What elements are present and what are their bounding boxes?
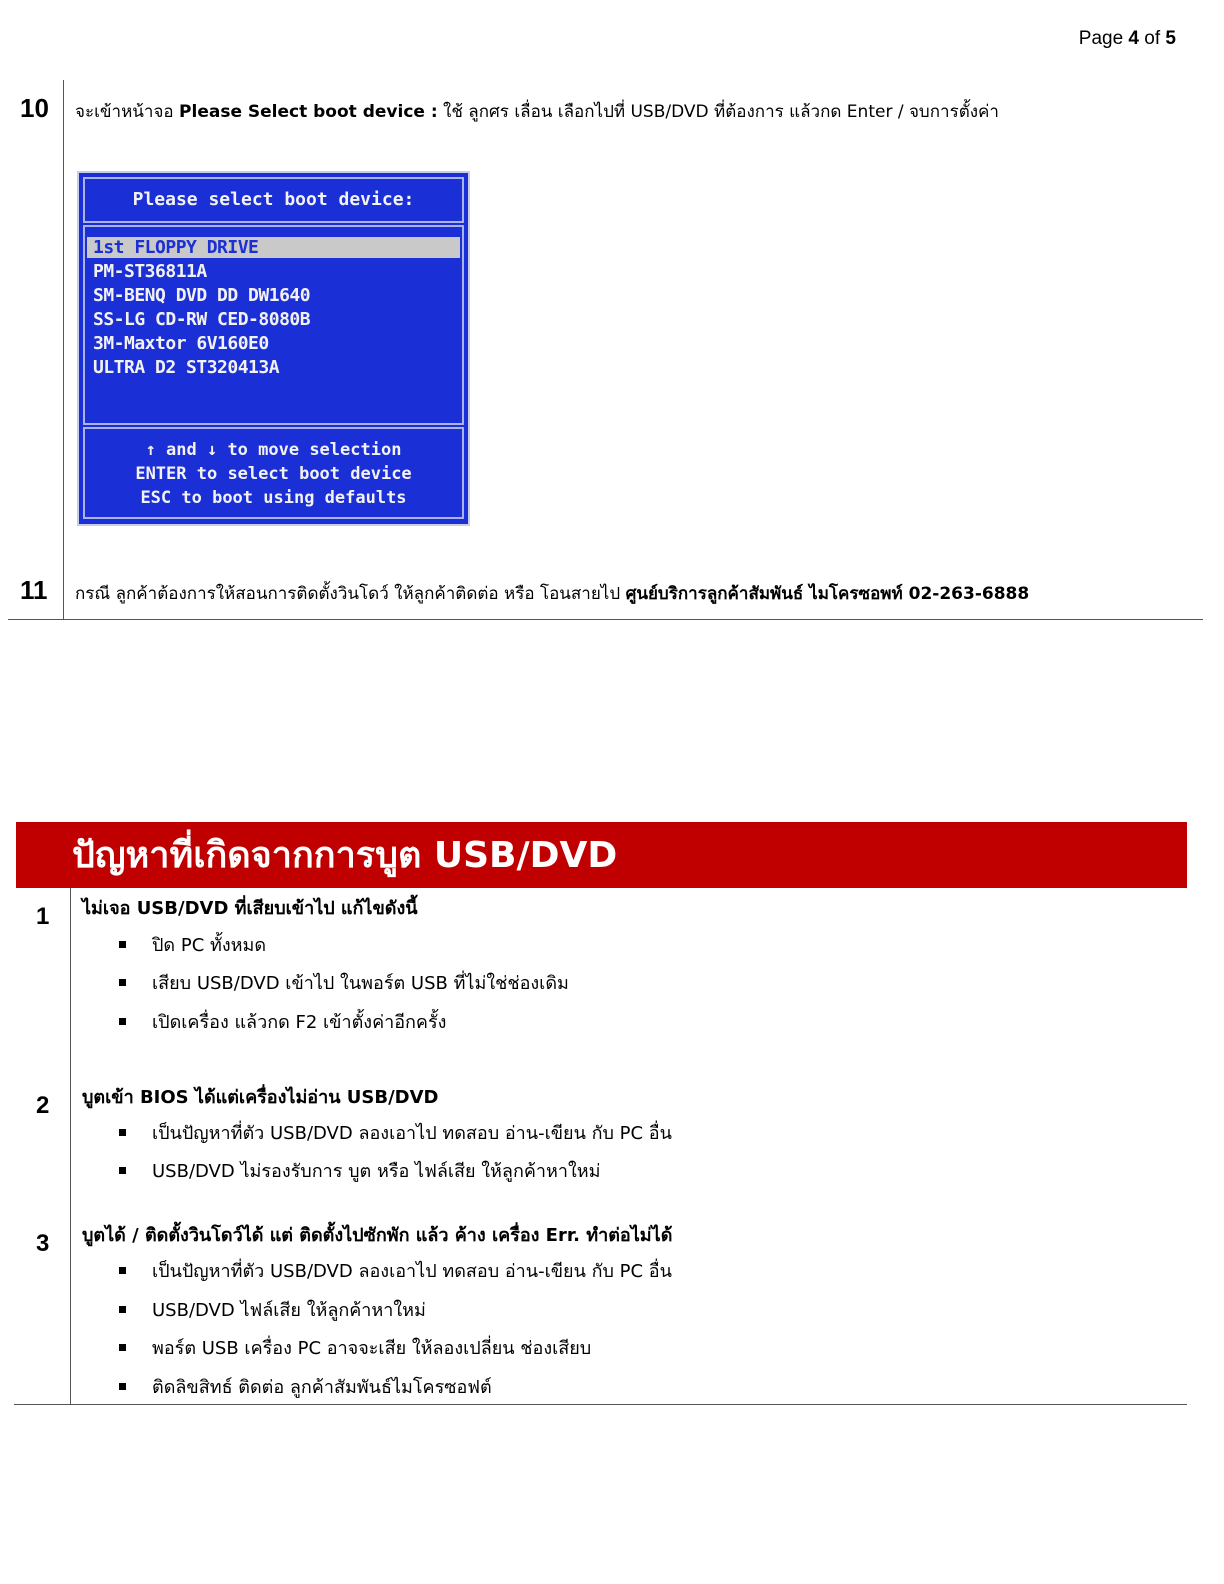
step-10-text: จะเข้าหน้าจอ Please Select boot device : ใช้ ลูกศร เลื่อน เลือกไปที่ USB/DVD ที่ต้องการ แล้วกด Enter / จบการตั้งค่า <box>75 102 999 122</box>
problem-number-1: 1 <box>36 903 50 930</box>
boot-item: 3M-Maxtor 6V160E0 <box>93 333 269 354</box>
steps-bottom-rule <box>8 619 1203 620</box>
steps-column-divider <box>63 80 64 619</box>
problem-3-bullet: ติดลิขสิทธ์ ติดต่อ ลูกค้าสัมพันธ์ไมโครซอฟต์ <box>119 1372 492 1401</box>
problems-bottom-rule <box>14 1404 1187 1405</box>
step-11-text: กรณี ลูกค้าต้องการให้สอนการติดตั้งวินโดว์ ให้ลูกค้าติดต่อ หรือ โอนสายไป ศูนย์บริการลูกค้าสัมพันธ์ ไมโครซอพท์ 02-263-6888 <box>75 584 1030 604</box>
boot-menu-title: Please select boot device: <box>132 189 415 210</box>
section-banner: ปัญหาที่เกิดจากการบูต USB/DVD <box>16 822 1187 888</box>
problem-3-heading: บูตได้ / ติดตั้งวินโดว์ได้ แต่ ติดตั้งไปซักพัก แล้ว ค้าง เครื่อง Err. ทำต่อไม่ได้ <box>82 1225 673 1246</box>
boot-help-line: ESC to boot using defaults <box>140 488 407 508</box>
step-number-11: 11 <box>20 575 48 605</box>
problem-2-bullet: เป็นปัญหาที่ตัว USB/DVD ลองเอาไป ทดสอบ อ่าน-เขียน กับ PC อื่น <box>119 1118 672 1147</box>
page-number: Page 4 of 5 <box>1078 28 1176 49</box>
boot-device-menu-screenshot <box>77 171 470 526</box>
problem-number-3: 3 <box>36 1230 50 1257</box>
boot-item-selected: 1st FLOPPY DRIVE <box>87 237 460 258</box>
problem-number-2: 2 <box>36 1092 50 1119</box>
boot-item: PM-ST36811A <box>93 261 207 282</box>
step-number-10: 10 <box>20 93 49 123</box>
problem-2-heading: บูตเข้า BIOS ได้แต่เครื่องไม่อ่าน USB/DVD <box>82 1087 439 1108</box>
boot-item: SM-BENQ DVD DD DW1640 <box>93 285 311 306</box>
problem-3-bullet: พอร์ต USB เครื่อง PC อาจจะเสีย ให้ลองเปลี่ยน ช่องเสียบ <box>119 1333 591 1362</box>
problem-1-bullet: ปิด PC ทั้งหมด <box>119 930 266 959</box>
boot-help-line: ENTER to select boot device <box>135 464 412 484</box>
problem-1-heading: ไม่เจอ USB/DVD ที่เสียบเข้าไป แก้ไขดังนี้ <box>82 898 418 919</box>
problem-1-bullet: เสียบ USB/DVD เข้าไป ในพอร์ต USB ที่ไม่ใช่ช่องเดิม <box>119 968 569 997</box>
problem-3-bullet: เป็นปัญหาที่ตัว USB/DVD ลองเอาไป ทดสอบ อ่าน-เขียน กับ PC อื่น <box>119 1256 672 1285</box>
problem-3-bullet: USB/DVD ไฟล์เสีย ให้ลูกค้าหาใหม่ <box>119 1295 426 1324</box>
boot-item: ULTRA D2 ST320413A <box>93 357 280 378</box>
problem-1-bullet: เปิดเครื่อง แล้วกด F2 เข้าตั้งค่าอีกครั้ง <box>119 1007 446 1036</box>
problems-column-divider <box>70 888 71 1404</box>
boot-help-line: ↑ and ↓ to move selection <box>145 440 402 460</box>
problem-2-bullet: USB/DVD ไม่รองรับการ บูต หรือ ไฟล์เสีย ให้ลูกค้าหาใหม่ <box>119 1156 601 1185</box>
boot-item: SS-LG CD-RW CED-8080B <box>93 309 311 330</box>
